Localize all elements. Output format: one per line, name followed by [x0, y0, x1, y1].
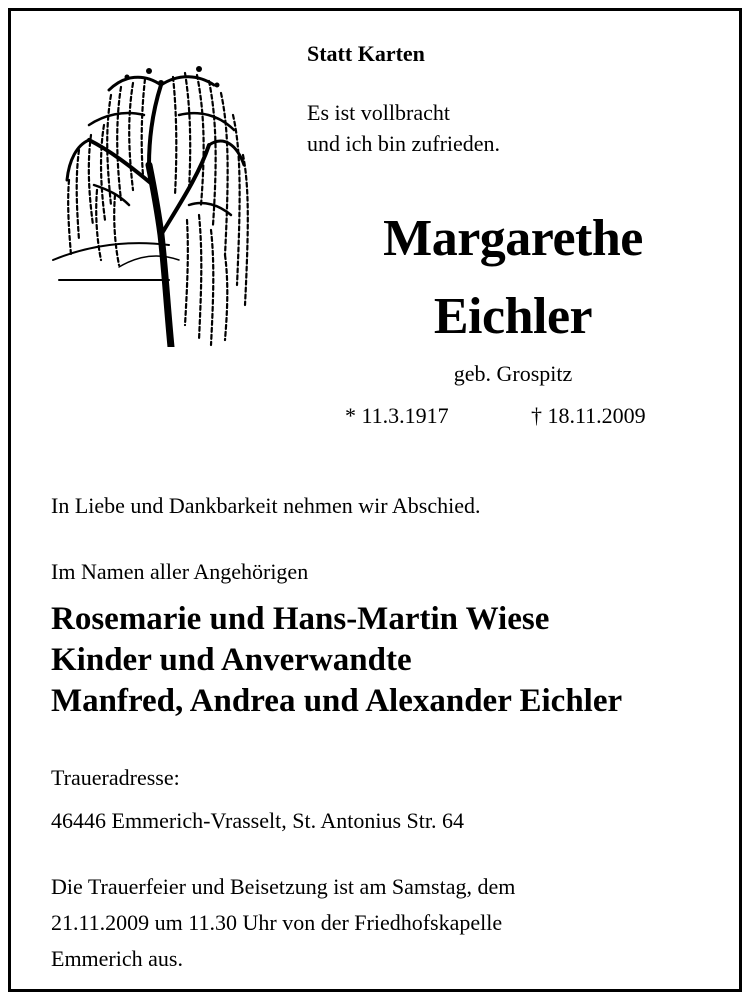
deceased-first-name: Margarethe: [383, 210, 643, 267]
birth-date: * 11.3.1917: [345, 403, 449, 428]
obituary-frame: [8, 8, 742, 992]
service-info: [51, 869, 515, 977]
deceased-last-name: Eichler: [433, 288, 593, 345]
motto: [307, 97, 500, 159]
behalf-text: Im Namen aller Angehörigen: [51, 559, 309, 584]
service-line: 21.11.2009 um 11.30 Uhr von der Friedhofskapelle: [51, 910, 503, 935]
weeping-willow-icon: [49, 55, 261, 347]
service-line: Emmerich aus.: [51, 946, 183, 971]
farewell-text: In Liebe und Dankbarkeit nehmen wir Abschied.: [51, 493, 481, 518]
mourner-line: Manfred, Andrea und Alexander Eichler: [51, 683, 623, 719]
address-label: Traueradresse:: [51, 765, 180, 790]
service-line: Die Trauerfeier und Beisetzung ist am Samstag, dem: [51, 874, 516, 899]
maiden-name: geb. Grospitz: [453, 361, 573, 386]
death-date: † 18.11.2009: [531, 403, 646, 428]
mourner-line: Rosemarie und Hans-Martin Wiese: [51, 601, 550, 637]
statt-karten-note: Statt Karten: [307, 41, 425, 66]
mourner-line: Kinder und Anverwandte: [51, 642, 412, 678]
address-line: 46446 Emmerich-Vrasselt, St. Antonius Str. 64: [51, 808, 464, 833]
motto-line: und ich bin zufrieden.: [307, 131, 501, 156]
motto-line: Es ist vollbracht: [307, 100, 450, 125]
mourners-list: [51, 599, 622, 722]
